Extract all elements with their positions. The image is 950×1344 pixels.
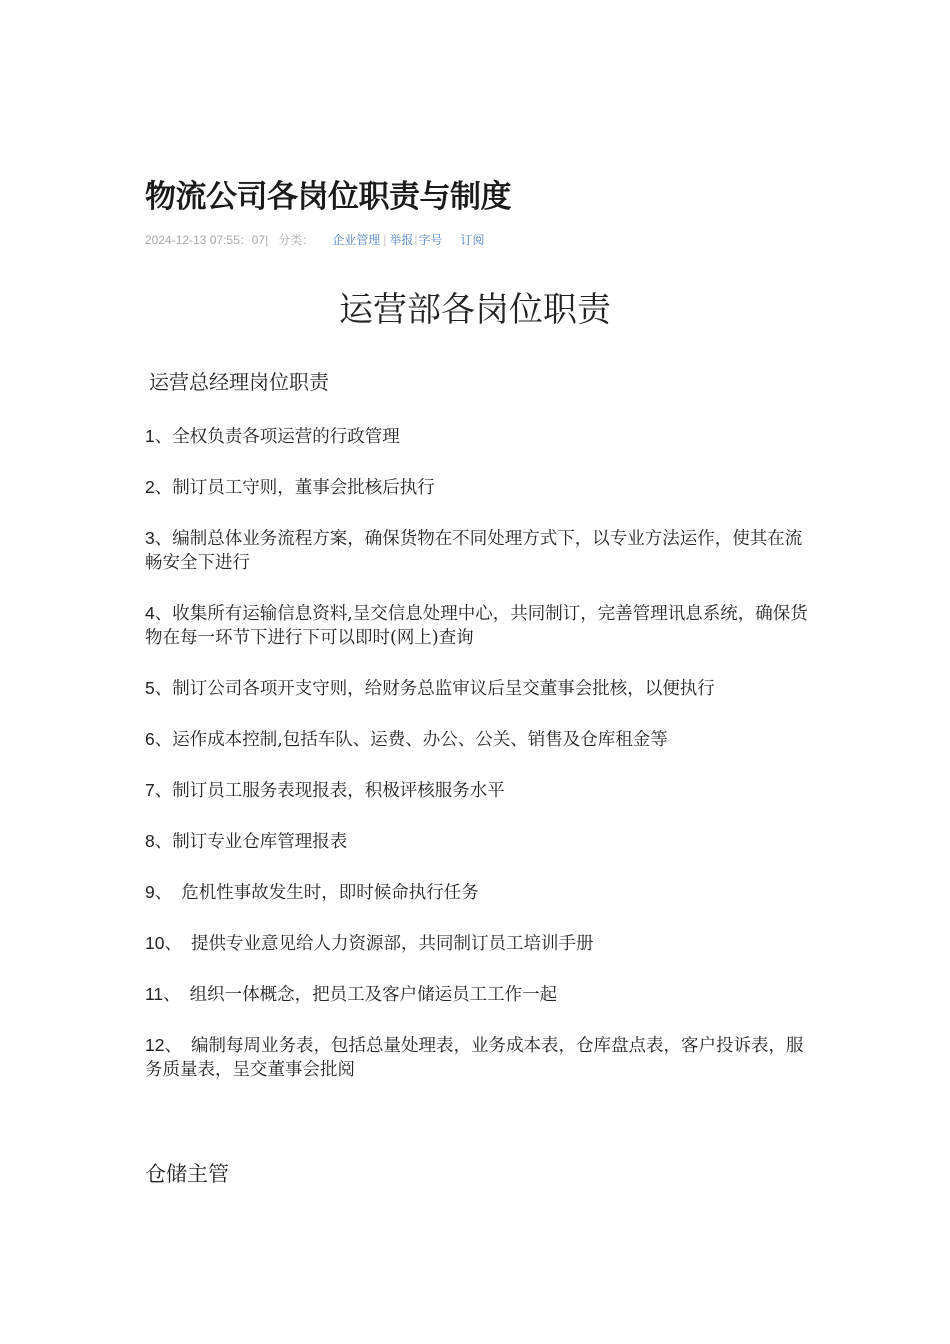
duty-number: 7 xyxy=(145,780,155,800)
duty-item xyxy=(145,526,813,575)
section-heading: 运营部各岗位职责 xyxy=(339,290,611,330)
duty-separator: 、 xyxy=(154,883,173,903)
duty-text: 、全权负责各项运营的行政管理 xyxy=(154,427,400,447)
duty-text: 组织一体概念，把员工及客户储运员工工作一起 xyxy=(189,985,558,1005)
duty-item xyxy=(145,1033,813,1082)
duty-number: 4 xyxy=(145,603,155,623)
subscribe-link[interactable]: 订阅 xyxy=(460,233,485,247)
meta-separator: | xyxy=(414,233,418,247)
duty-text: 、制订员工守则，董事会批核后执行 xyxy=(154,478,435,498)
duty-separator: 、 xyxy=(163,985,181,1005)
duty-text: 、制订公司各项开支守则，给财务总监审议后呈交董事会批核，以便执行 xyxy=(154,679,715,699)
duty-item xyxy=(145,727,813,752)
duty-text: 、收集所有运输信息资料,呈交信息处理中心，共同制订，完善管理讯息系统，确保货物在每一环节下进行下可以即时(网上)查询 xyxy=(145,604,808,648)
duty-number: 6 xyxy=(145,729,155,749)
duty-number: 12 xyxy=(145,1035,165,1055)
duty-item xyxy=(145,601,813,650)
duty-text: 、制订专业仓库管理报表 xyxy=(154,832,348,852)
duty-item xyxy=(145,982,813,1007)
duty-item xyxy=(145,829,813,854)
duty-number: 10 xyxy=(145,933,165,953)
next-section-heading: 仓储主管 xyxy=(145,1162,229,1186)
page-title: 物流公司各岗位职责与制度 xyxy=(145,179,511,215)
report-link[interactable]: 举报 xyxy=(389,233,414,247)
duty-separator: 、 xyxy=(164,934,182,954)
category-label: 分类： xyxy=(278,233,315,247)
duty-text: 危机性事故发生时，即时候命执行任务 xyxy=(181,883,479,903)
duty-number: 8 xyxy=(145,831,155,851)
duty-number: 2 xyxy=(145,477,155,497)
meta-separator: | xyxy=(383,233,387,247)
duty-separator: 、 xyxy=(164,1036,182,1056)
duty-item xyxy=(145,880,813,905)
duty-text: 编制每周业务表，包括总量处理表，业务成本表，仓库盘点表，客户投诉表，服务质量表，呈交董事会批阅 xyxy=(145,1036,804,1080)
duty-number: 3 xyxy=(145,528,155,548)
duty-number: 11 xyxy=(145,984,164,1004)
font-size-link[interactable]: 字号 xyxy=(418,233,443,247)
duty-list xyxy=(145,424,813,1108)
duty-item xyxy=(145,676,813,701)
duty-text: 、制订员工服务表现报表，积极评核服务水平 xyxy=(154,781,505,801)
publish-datetime: 2024-12-13 07:55：07| xyxy=(145,233,269,247)
duty-item xyxy=(145,424,813,449)
duty-number: 1 xyxy=(145,426,155,446)
duty-text: 、运作成本控制,包括车队、运费、办公、公关、销售及仓库租金等 xyxy=(154,730,668,750)
duty-item xyxy=(145,778,813,803)
duty-item xyxy=(145,931,813,956)
duty-text: 提供专业意见给人力资源部，共同制订员工培训手册 xyxy=(190,934,594,954)
duty-text: 、编制总体业务流程方案，确保货物在不同处理方式下，以专业方法运作，使其在流畅安全下进行 xyxy=(145,529,803,573)
category-link[interactable]: 企业管理 xyxy=(332,233,381,247)
duty-number: 5 xyxy=(145,678,155,698)
duty-item xyxy=(145,475,813,500)
sub-heading: 运营总经理岗位职责 xyxy=(149,370,329,394)
article-meta xyxy=(145,231,485,248)
duty-number: 9 xyxy=(145,882,155,902)
